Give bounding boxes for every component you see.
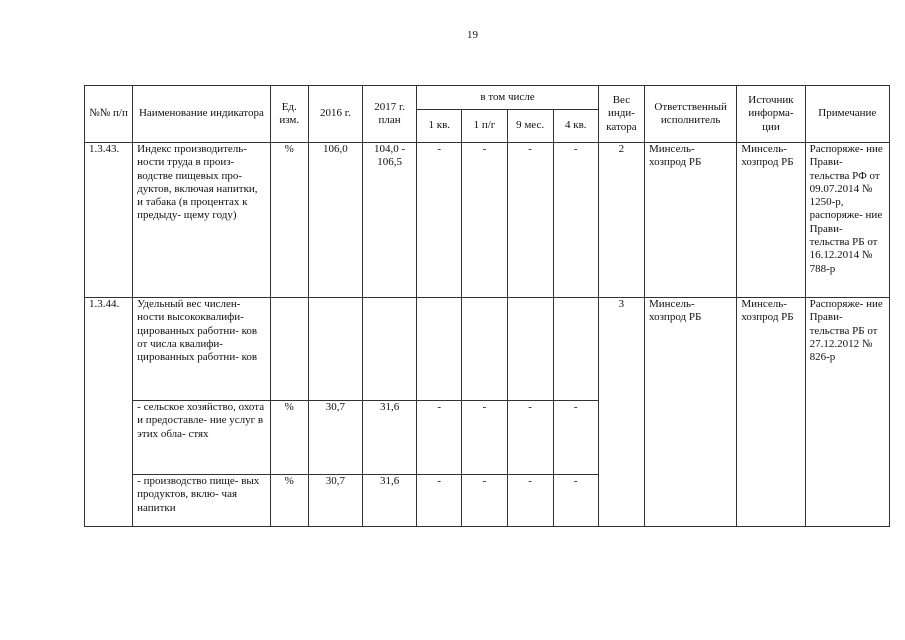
header-including: в том числе (417, 86, 599, 110)
header-note: Примечание (805, 86, 889, 143)
header-name: Наименование индикатора (133, 86, 271, 143)
row-indicator-name: Удельный вес числен- ности высококвалифи- цированных работни- ков от числа квалифи- цированных работни- ков (133, 298, 271, 401)
header-q4: 4 кв. (553, 110, 598, 143)
row-h1: - (462, 143, 507, 298)
row-weight: 2 (598, 143, 644, 298)
row-responsible: Минсель- хозпрод РБ (645, 298, 737, 527)
subrow-unit: % (270, 475, 308, 527)
header-2016: 2016 г. (308, 86, 362, 143)
header-unit: Ед. изм. (270, 86, 308, 143)
row-value-2017: 104,0 - 106,5 (363, 143, 417, 298)
row-note: Распоряже- ние Прави- тельства РФ от 09.07.2014 № 1250-р, распоряже- ние Прави- тельства РБ от 16.12.2014 № 788-р (805, 143, 889, 298)
subrow-unit: % (270, 401, 308, 475)
subrow-value-2016: 30,7 (308, 401, 362, 475)
row-q4: - (553, 143, 598, 298)
header-weight: Вес инди- катора (598, 86, 644, 143)
row-note: Распоряже- ние Прави- тельства РБ от 27.12.2012 № 826-р (805, 298, 889, 527)
row-unit: % (270, 143, 308, 298)
header-source: Источник информа- ции (737, 86, 805, 143)
subrow-q1: - (417, 475, 462, 527)
indicators-table (84, 85, 890, 527)
header-9m: 9 мес. (507, 110, 553, 143)
table-row (85, 298, 890, 401)
header-h1: 1 п/г (462, 110, 507, 143)
row-weight: 3 (598, 298, 644, 527)
row-num: 1.3.44. (85, 298, 133, 527)
row-source: Минсель- хозпрод РБ (737, 143, 805, 298)
header-q1: 1 кв. (417, 110, 462, 143)
row-indicator-name: Индекс производитель- ности труда в произ- водстве пищевых про- дуктов, включая напитки, и табака (в процентах к предыду- щему году) (133, 143, 271, 298)
subrow-h1: - (462, 475, 507, 527)
table-row (85, 143, 890, 298)
row-value-2016: 106,0 (308, 143, 362, 298)
row-responsible: Минсель- хозпрод РБ (645, 143, 737, 298)
subrow-9m: - (507, 475, 553, 527)
subrow-q4: - (553, 475, 598, 527)
row-source: Минсель- хозпрод РБ (737, 298, 805, 527)
header-num: №№ п/п (85, 86, 133, 143)
header-2017-plan: 2017 г. план (363, 86, 417, 143)
row-q1: - (417, 143, 462, 298)
subrow-indicator-name: - сельское хозяйство, охота и предоставле- ние услуг в этих обла- стях (133, 401, 271, 475)
row-num: 1.3.43. (85, 143, 133, 298)
page-number: 19 (467, 29, 478, 41)
subrow-q1: - (417, 401, 462, 475)
subrow-q4: - (553, 401, 598, 475)
subrow-value-2016: 30,7 (308, 475, 362, 527)
subrow-value-2017: 31,6 (363, 475, 417, 527)
subrow-h1: - (462, 401, 507, 475)
subrow-value-2017: 31,6 (363, 401, 417, 475)
subrow-9m: - (507, 401, 553, 475)
header-responsible: Ответственный исполнитель (645, 86, 737, 143)
subrow-indicator-name: - производство пище- вых продуктов, вклю- чая напитки (133, 475, 271, 527)
row-9m: - (507, 143, 553, 298)
